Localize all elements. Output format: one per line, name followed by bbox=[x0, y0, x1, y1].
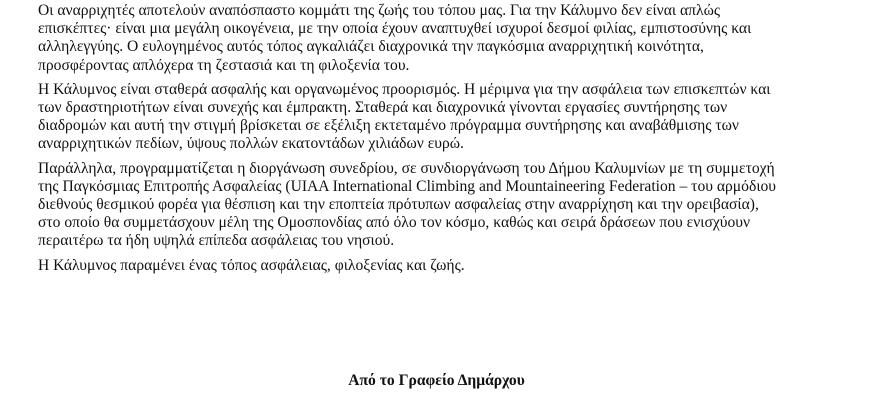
paragraph: Η Κάλυμνος παραμένει ένας τόπος ασφάλειας, φιλοξενίας και ζωής. bbox=[38, 256, 465, 274]
paragraph: Παράλληλα, προγραμματίζεται η διοργάνωση συνεδρίου, σε συνδιοργάνωση του Δήμου Καλυμνίων με τη συμμετοχή της Παγκόσμιας Επιτροπής Ασφαλείας (UIAA International Climbing and Mountaineering Federation – του αρμόδιου διεθνούς θεσμικού φορέα για θέσπιση και την εποπτεία πρότυπων ασφαλείας στην αναρρίχηση και την ορειβασία), στο οποίο θα συμμετάσχουν μέλη της Ομοσπονδίας από όλο τον κόσμο, καθώς και σειρά δράσεων που ενισχύουν περαιτέρω τα ήδη υψηλά επίπεδα ασφάλειας του νησιού. bbox=[38, 159, 777, 250]
paragraph: Οι αναρριχητές αποτελούν αναπόσπαστο κομμάτι της ζωής του τόπου μας. Για την Κάλυμνο δεν είναι απλώς επισκέπτες· είναι μια μεγάλη οικογένεια, με την οποία έχουν αναπτυχθεί ισχυροί δεσμοί φιλίας, εμπιστοσύνης και αλληλεγγύης. Ο ευλογημένος αυτός τόπος αγκαλιάζει διαχρονικά την παγκόσμια αναρριχητική κοινότητα, προσφέροντας απλόχερα τη ζεστασιά και τη φιλοξενία του. bbox=[38, 2, 752, 74]
document-body bbox=[38, 0, 783, 281]
signature: Από το Γραφείο Δημάρχου bbox=[348, 372, 525, 389]
paragraph: Η Κάλυμνος είναι σταθερά ασφαλής και οργανωμένος προορισμός. Η μέριμνα για την ασφάλεια των επισκεπτών και των δραστηριοτήτων είναι συνεχής και έμπρακτη. Σταθερά και διαχρονικά γίνονται εργασίες συντήρησης των διαδρομών και αυτή την στιγμή βρίσκεται σε εξέλιξη εκτεταμένο πρόγραμμα συντήρησης και αναβάθμισης των αναρριχητικών πεδίων, ύψους πολλών εκατοντάδων χιλιάδων ευρώ. bbox=[38, 80, 771, 153]
